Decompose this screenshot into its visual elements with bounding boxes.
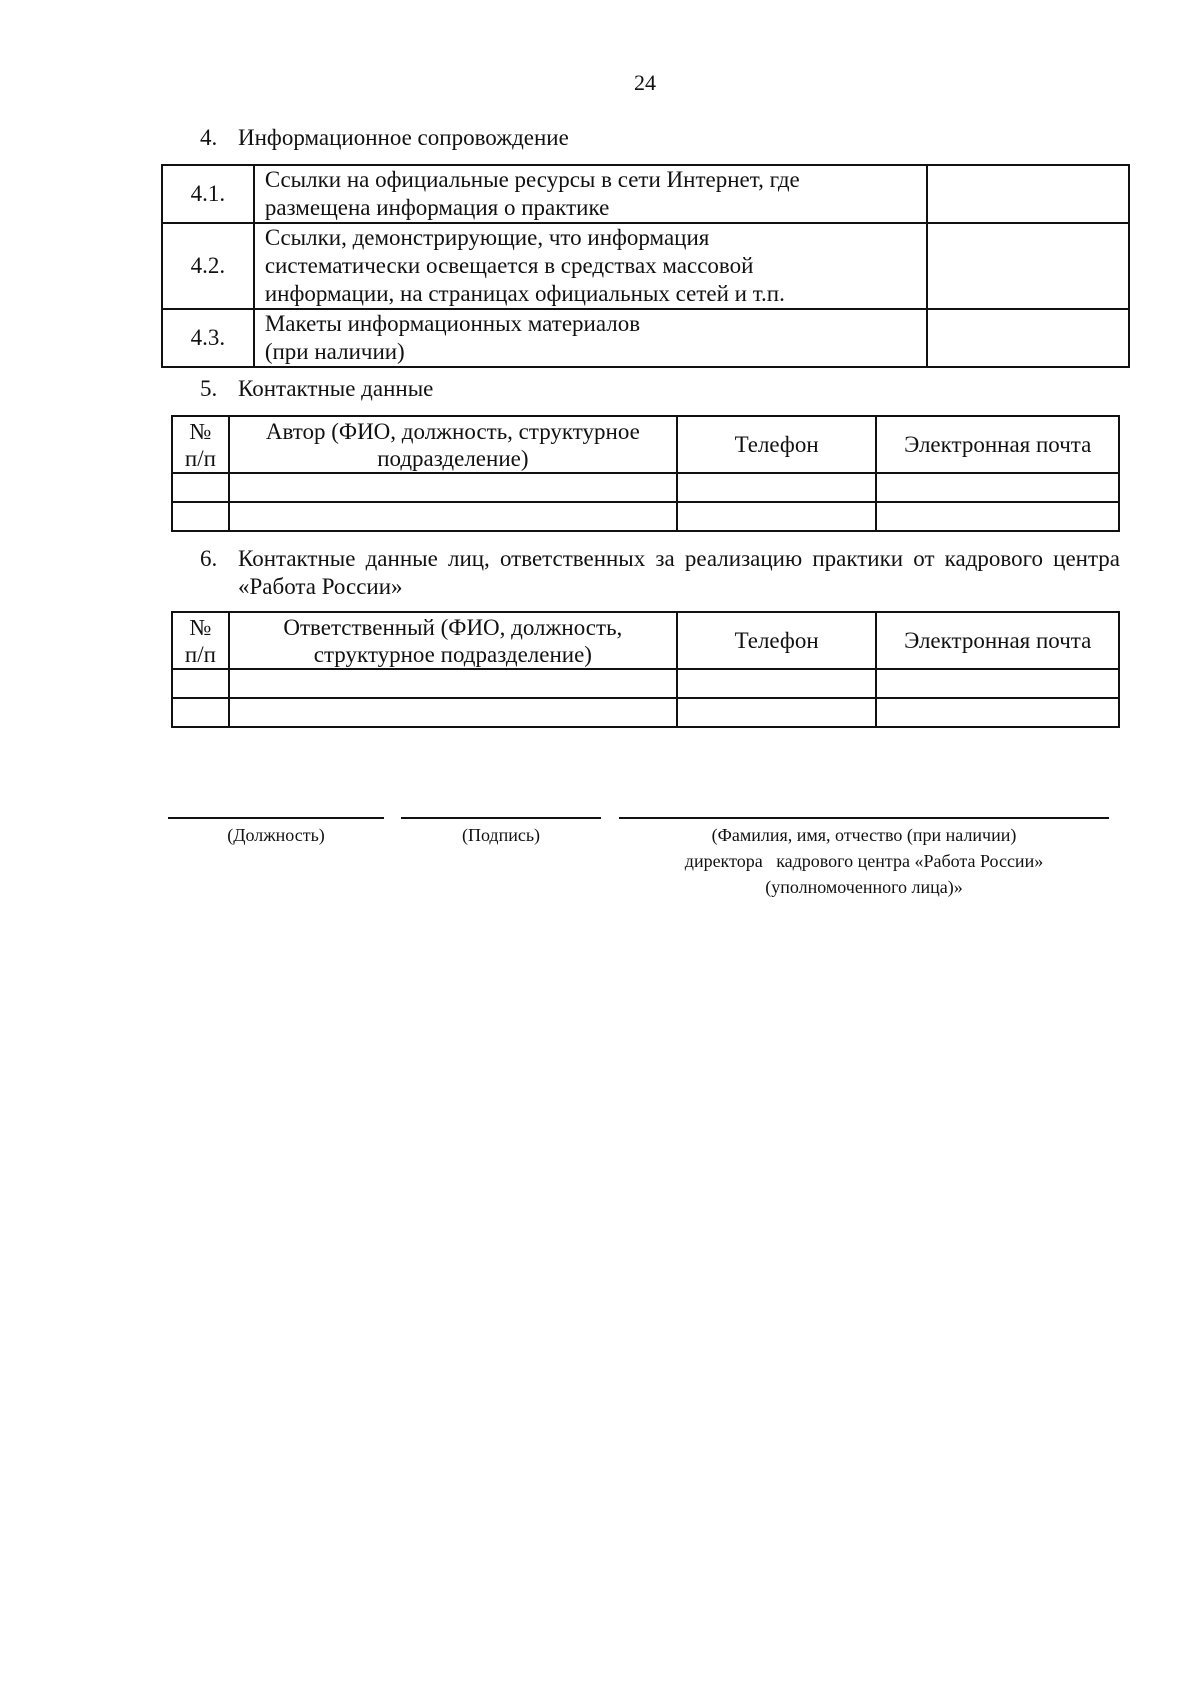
section-5-title: Контактные данные [238, 376, 434, 401]
table-row [162, 165, 1129, 223]
cell-phone[interactable] [677, 502, 877, 531]
column-header-responsible [229, 612, 677, 669]
row-description [254, 165, 927, 223]
caption-line: (уполномоченного лица)» [765, 877, 963, 897]
name-signature-line[interactable] [619, 817, 1109, 819]
section-5-heading [200, 376, 433, 402]
description-line: информации, на страницах официальных сетей и т.п. [264, 281, 785, 306]
section-4-number: 4. [200, 125, 218, 150]
row-value-cell[interactable] [927, 309, 1129, 367]
cell-number[interactable] [172, 473, 229, 502]
section-4-title: Информационное сопровождение [238, 125, 569, 150]
header-line: п/п [184, 641, 216, 667]
row-description [254, 223, 927, 309]
name-caption [619, 822, 1109, 900]
table-row [172, 698, 1119, 727]
info-support-table [161, 164, 1130, 368]
cell-phone[interactable] [677, 473, 877, 502]
column-header-phone: Телефон [677, 612, 877, 669]
column-header-email: Электронная почта [876, 612, 1119, 669]
row-number: 4.2. [162, 223, 254, 309]
header-line: Ответственный (ФИО, должность, [283, 614, 623, 640]
table-row [162, 223, 1129, 309]
signature-caption: (Подпись) [461, 825, 541, 845]
table-header-row [172, 612, 1119, 669]
header-line: структурное подразделение) [313, 641, 592, 667]
row-value-cell[interactable] [927, 223, 1129, 309]
column-header-email: Электронная почта [876, 416, 1119, 473]
description-line: размещена информация о практике [264, 195, 610, 220]
section-6-title: Контактные данные лиц, ответственных за реализацию практики от кадрового центра «Работа России» [238, 546, 1120, 599]
cell-author[interactable] [229, 502, 677, 531]
cell-responsible[interactable] [229, 698, 677, 727]
description-line: систематически освещается в средствах массовой [264, 253, 754, 278]
column-header-phone: Телефон [677, 416, 877, 473]
column-header-number [172, 612, 229, 669]
cell-phone[interactable] [677, 669, 877, 698]
section-5-number: 5. [200, 376, 218, 401]
cell-email[interactable] [876, 669, 1119, 698]
description-line: Ссылки на официальные ресурсы в сети Интернет, где [264, 167, 800, 192]
header-line: подразделение) [377, 445, 529, 471]
cell-author[interactable] [229, 473, 677, 502]
table-row [172, 502, 1119, 531]
table-row [172, 473, 1119, 502]
description-line: (при наличии) [264, 339, 405, 364]
cell-email[interactable] [876, 473, 1119, 502]
cell-number[interactable] [172, 502, 229, 531]
header-line: п/п [184, 445, 216, 471]
table-header-row [172, 416, 1119, 473]
caption-line: (Фамилия, имя, отчество (при наличии) [711, 825, 1017, 845]
cell-phone[interactable] [677, 698, 877, 727]
signature-line[interactable] [401, 817, 601, 819]
cell-responsible[interactable] [229, 669, 677, 698]
row-value-cell[interactable] [927, 165, 1129, 223]
position-caption: (Должность) [227, 825, 325, 845]
description-line: Макеты информационных материалов [264, 311, 641, 336]
table-row [172, 669, 1119, 698]
section-6-heading [200, 545, 1120, 601]
page-number: 24 [634, 70, 656, 95]
position-signature-line[interactable] [168, 817, 384, 819]
section-4-heading [200, 125, 569, 151]
header-line: № [189, 614, 212, 640]
column-header-author [229, 416, 677, 473]
cell-number[interactable] [172, 669, 229, 698]
cell-email[interactable] [876, 698, 1119, 727]
cell-number[interactable] [172, 698, 229, 727]
responsible-contacts-table [171, 611, 1120, 728]
row-number: 4.3. [162, 309, 254, 367]
header-line: № [189, 418, 212, 444]
header-line: Автор (ФИО, должность, структурное [265, 418, 640, 444]
column-header-number [172, 416, 229, 473]
description-line: Ссылки, демонстрирующие, что информация [264, 225, 710, 250]
cell-email[interactable] [876, 502, 1119, 531]
section-6-number: 6. [200, 546, 218, 571]
contacts-table [171, 415, 1120, 532]
row-number: 4.1. [162, 165, 254, 223]
row-description [254, 309, 927, 367]
caption-line: директора кадрового центра «Работа России» [684, 851, 1044, 871]
table-row [162, 309, 1129, 367]
